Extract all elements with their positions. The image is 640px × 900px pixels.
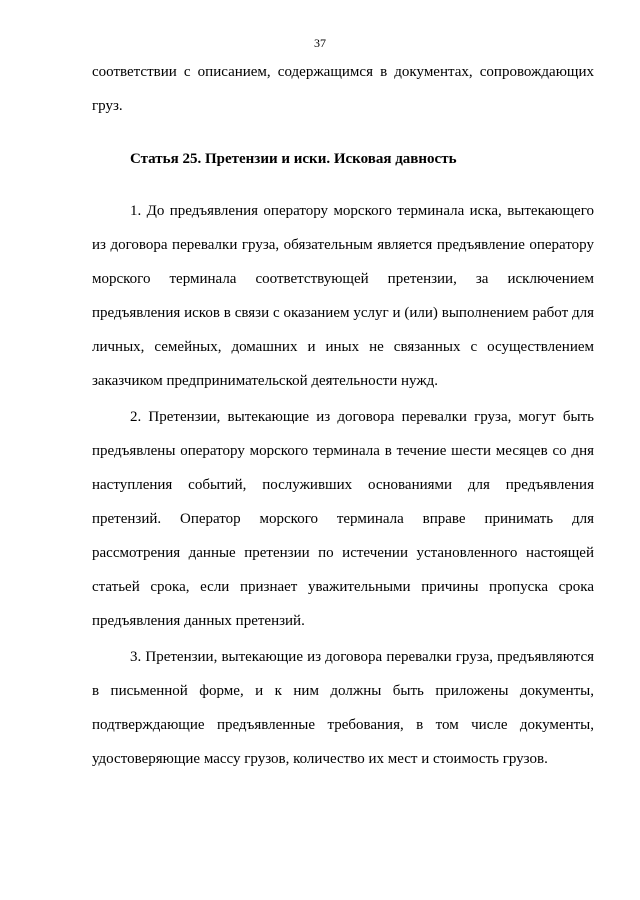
paragraph-2: 2. Претензии, вытекающие из договора перевалки груза, могут быть предъявлены оператору морского терминала в течение шести месяцев со дня наступления событий, послуживших основаниями для предъявления претензий. Оператор морского терминала вправе принимать для рассмотрения данные претензии по истечении установленного настоящей статьей срока, если признает уважительными причины пропуска срока предъявления данных претензий. [92, 409, 594, 629]
article-title: Претензии и иски. Исковая давность [204, 151, 457, 167]
article-heading [130, 142, 457, 176]
page-number: 37 [314, 36, 326, 50]
paragraph-3: 3. Претензии, вытекающие из договора перевалки груза, предъявляются в письменной форме, и к ним должны быть приложены документы, подтверждающие предъявленные требования, в том числе документы, удостоверяющие массу грузов, количество их мест и стоимость грузов. [92, 649, 594, 767]
article-number: Статья 25. [130, 151, 202, 167]
continuation-paragraph: соответствии с описанием, содержащимся в документах, сопровождающих груз. [92, 64, 594, 114]
paragraph-1: 1. До предъявления оператору морского терминала иска, вытекающего из договора перевалки груза, обязательным является предъявление оператору морского терминала соответствующей претензии, за исключением предъявления исков в связи с оказанием услуг и (или) выполнением работ для личных, семейных, домашних и иных не связанных с осуществлением заказчиком предпринимательской деятельности нужд. [92, 203, 594, 389]
